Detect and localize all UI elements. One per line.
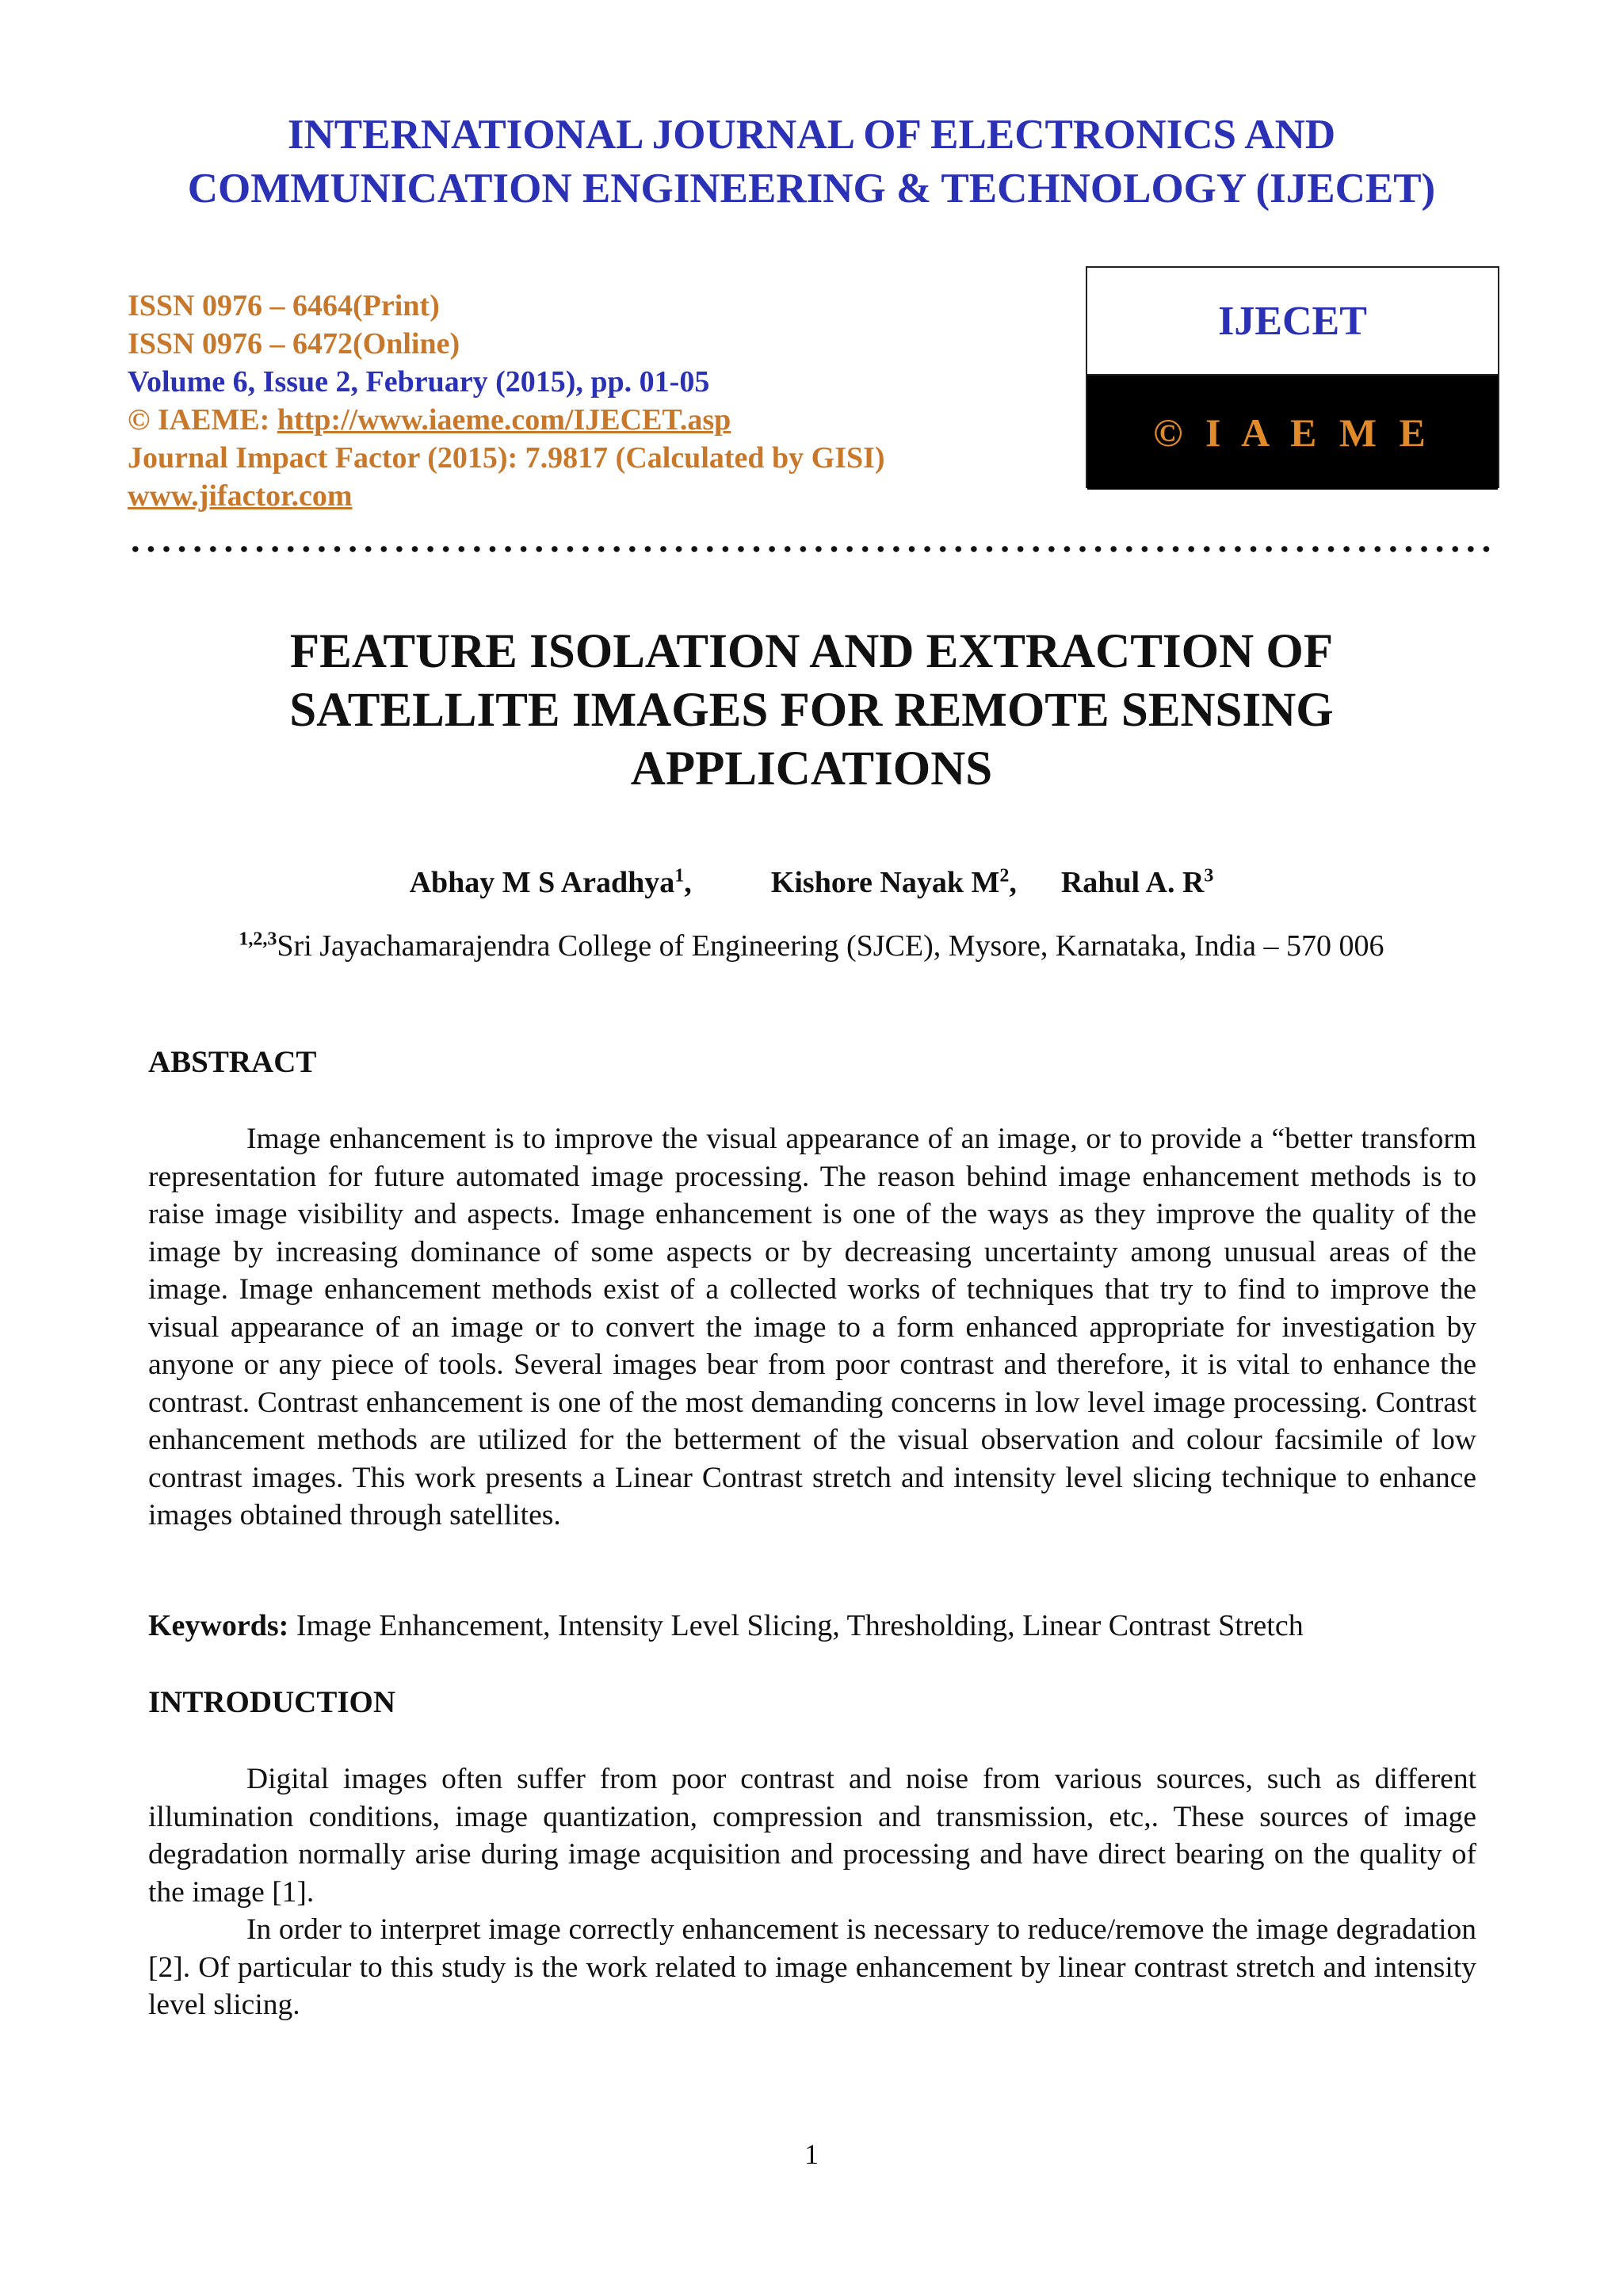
introduction-heading: INTRODUCTION bbox=[148, 1685, 396, 1719]
introduction-para-2: In order to interpret image correctly enhancement is necessary to reduce/remove the image degradation [2]. Of particular to this study is the work related to image enhancement by linear contrast stretch and intensity level slicing. bbox=[148, 1913, 1476, 2021]
impact-factor: Journal Impact Factor (2015): 7.9817 (Calculated by GISI) bbox=[128, 441, 885, 475]
affiliation bbox=[0, 929, 1623, 963]
author-1: Abhay M S Aradhya bbox=[409, 866, 675, 899]
keywords-label: Keywords: bbox=[148, 1609, 289, 1642]
abstract-text: Image enhancement is to improve the visual appearance of an image, or to provide a “better transform representation for future automated image processing. The reason behind image enhancement methods is to raise image visibility and aspects. Image enhancement is one of the ways as they improve the quality of the image by increasing dominance of some aspects or by decreasing uncertainty among unusual areas of the image. Image enhancement methods exist of a collected works of techniques that try to find to improve the visual appearance of an image or to convert the image to a form enhanced appropriate for investigation by anyone or any piece of tools. Several images bear from poor contrast and therefore, it is vital to enhance the contrast. Contrast enhancement is one of the most demanding concerns in low level image processing. Contrast enhancement methods are utilized for the betterment of the visual observation and colour facsimile of low contrast images. This work presents a Linear Contrast stretch and intensity level slicing technique to enhance images obtained through satellites. bbox=[148, 1123, 1476, 1531]
volume-info: Volume 6, Issue 2, February (2015), pp. 01-05 bbox=[128, 365, 710, 399]
paper-title-line2: SATELLITE IMAGES FOR REMOTE SENSING bbox=[289, 684, 1334, 737]
paper-title bbox=[0, 623, 1623, 799]
iaeme-link[interactable]: http://www.iaeme.com/IJECET.asp bbox=[277, 403, 731, 437]
journal-title-line2: COMMUNICATION ENGINEERING & TECHNOLOGY (IJECET) bbox=[187, 166, 1436, 212]
introduction-para-1: Digital images often suffer from poor contrast and noise from various sources, such as different illumination conditions, image quantization, compression and transmission, etc,. These sources of image degradation normally arise during image acquisition and processing and have direct bearing on the quality of the image [1]. bbox=[148, 1763, 1476, 1909]
issn-print: ISSN 0976 – 6464(Print) bbox=[128, 289, 440, 322]
keywords bbox=[148, 1608, 1304, 1643]
journal-title bbox=[0, 108, 1623, 215]
issn-online: ISSN 0976 – 6472(Online) bbox=[128, 327, 460, 360]
author-3-affil: 3 bbox=[1204, 865, 1214, 887]
paper-title-line3: APPLICATIONS bbox=[630, 742, 993, 795]
affiliation-marker: 1,2,3 bbox=[239, 929, 277, 950]
logo-ijecet: IJECET bbox=[1087, 268, 1498, 376]
author-1-affil: 1 bbox=[674, 865, 685, 887]
paper-title-line1: FEATURE ISOLATION AND EXTRACTION OF bbox=[289, 625, 1334, 678]
introduction-body bbox=[148, 1760, 1476, 2024]
keywords-text: Image Enhancement, Intensity Level Slicing, Thresholding, Linear Contrast Stretch bbox=[288, 1609, 1304, 1642]
abstract-body bbox=[148, 1120, 1476, 1535]
affiliation-text: Sri Jayachamarajendra College of Engineering (SJCE), Mysore, Karnataka, India – 570 006 bbox=[277, 929, 1384, 963]
author-2: Kishore Nayak M bbox=[770, 866, 1000, 899]
dotted-divider bbox=[128, 545, 1495, 553]
jifactor-link[interactable]: www.jifactor.com bbox=[128, 479, 353, 513]
journal-logo bbox=[1086, 266, 1499, 488]
journal-title-line1: INTERNATIONAL JOURNAL OF ELECTRONICS AND bbox=[287, 112, 1336, 158]
iaeme-line bbox=[128, 401, 885, 439]
logo-iaeme: © I A E M E bbox=[1087, 376, 1498, 490]
author-2-affil: 2 bbox=[999, 865, 1010, 887]
abstract-heading: ABSTRACT bbox=[148, 1045, 317, 1079]
author-3: Rahul A. R bbox=[1060, 866, 1205, 899]
page-number: 1 bbox=[804, 2138, 819, 2170]
iaeme-label: © IAEME: bbox=[128, 403, 277, 437]
author-list: Abhay M S Aradhya$^1$, Kishore Nayak $M^2$, Rahul A. $R^3$ bbox=[409, 865, 1214, 899]
journal-metadata bbox=[128, 287, 885, 515]
